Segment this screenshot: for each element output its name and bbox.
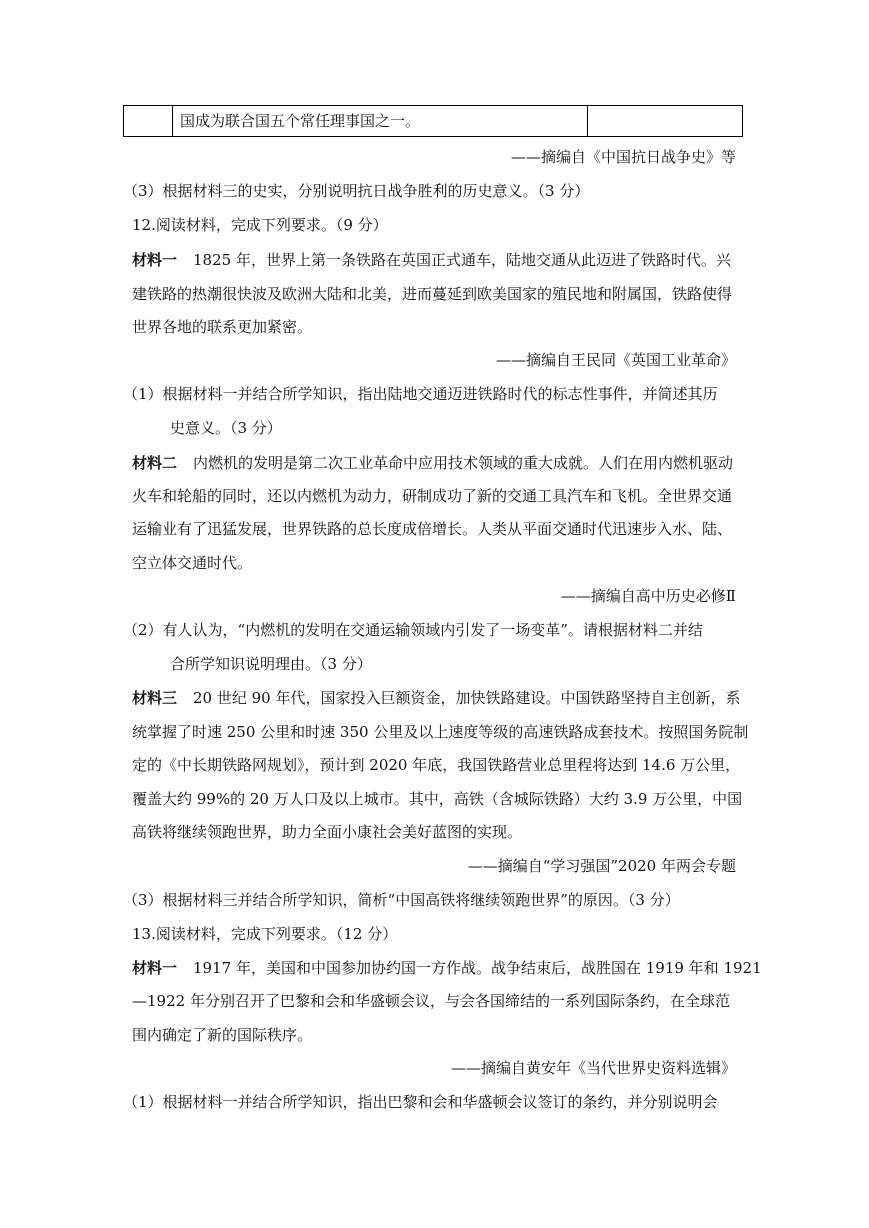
material-text: 建铁路的热潮很快波及欧洲大陆和北美，进而蔓延到欧美国家的殖民地和附属国，铁路使得 bbox=[132, 285, 733, 303]
material-text: 1917 年，美国和中国参加协约国一方作战。战争结束后，战胜国在 1919 年和 1921 bbox=[193, 959, 762, 977]
material-text: —1922 年分别召开了巴黎和会和华盛顿会议，与会各国缔结的一系列国际条约，在全球范 bbox=[132, 992, 730, 1010]
material-label: 材料一 bbox=[132, 251, 178, 269]
material-text: 围内确定了新的国际秩序。 bbox=[132, 1026, 313, 1044]
material-text: 统掌握了时速 250 公里和时速 350 公里及以上速度等级的高速铁路成套技术。按照国务院制 bbox=[132, 723, 749, 741]
question-12-2: （2）有人认为，“内燃机的发明在交通运输领域内引发了一场变革”。请根据材料二并结 bbox=[123, 621, 703, 639]
material-paragraph bbox=[132, 688, 741, 708]
table-cell-empty bbox=[124, 106, 173, 136]
material-text: 1825 年，世界上第一条铁路在英国正式通车，陆地交通从此迈进了铁路时代。兴 bbox=[193, 251, 731, 269]
question-12-heading: 12.阅读材料，完成下列要求。（9 分） bbox=[132, 216, 388, 234]
question-11-3: （3）根据材料三的史实，分别说明抗日战争胜利的历史意义。（3 分） bbox=[123, 182, 590, 200]
source-citation: ——摘编自《中国抗日战争史》等 bbox=[510, 148, 736, 166]
question-13-heading: 13.阅读材料，完成下列要求。（12 分） bbox=[132, 925, 398, 943]
material-text: 空立体交通时代。 bbox=[132, 554, 253, 572]
source-citation: ——摘编自“学习强国”2020 年两会专题 bbox=[467, 857, 736, 875]
question-12-1: （1）根据材料一并结合所学知识，指出陆地交通迈进铁路时代的标志性事件，并简述其历 bbox=[123, 385, 718, 403]
table-cell-text: 国成为联合国五个常任理事国之一。 bbox=[173, 106, 588, 136]
material-label: 材料二 bbox=[132, 454, 178, 472]
question-12-3: （3）根据材料三并结合所学知识，简析“中国高铁将继续领跑世界”的原因。（3 分） bbox=[123, 891, 680, 909]
source-citation: ——摘编自高中历史必修Ⅱ bbox=[560, 587, 736, 605]
material-text: 高铁将继续领跑世界，助力全面小康社会美好蓝图的实现。 bbox=[132, 823, 523, 841]
material-label: 材料三 bbox=[132, 689, 178, 707]
material-text: 覆盖大约 99%的 20 万人口及以上城市。其中，高铁（含城际铁路）大约 3.9 万公里，中国 bbox=[132, 790, 743, 808]
material-label: 材料一 bbox=[132, 959, 178, 977]
question-12-2-cont: 合所学知识说明理由。（3 分） bbox=[170, 655, 372, 673]
table-cell-empty bbox=[588, 106, 742, 136]
material-text: 火车和轮船的同时，还以内燃机为动力，研制成功了新的交通工具汽车和飞机。全世界交通 bbox=[132, 487, 733, 505]
material-text: 内燃机的发明是第二次工业革命中应用技术领域的重大成就。人们在用内燃机驱动 bbox=[193, 454, 734, 472]
question-12-1-cont: 史意义。（3 分） bbox=[170, 419, 282, 437]
material-text: 20 世纪 90 年代，国家投入巨额资金，加快铁路建设。中国铁路坚持自主创新，系 bbox=[193, 689, 741, 707]
question-13-1: （1）根据材料一并结合所学知识，指出巴黎和会和华盛顿会议签订的条约，并分别说明会 bbox=[123, 1093, 718, 1111]
material-text: 运输业有了迅猛发展，世界铁路的总长度成倍增长。人类从平面交通时代迅速步入水、陆、 bbox=[132, 520, 733, 538]
material-paragraph bbox=[132, 453, 733, 473]
source-citation: ——摘编自黄安年《当代世界史资料选辑》 bbox=[450, 1059, 736, 1077]
table-row bbox=[123, 105, 743, 137]
material-paragraph bbox=[132, 958, 762, 978]
material-text: 世界各地的联系更加紧密。 bbox=[132, 318, 313, 336]
material-text: 定的《中长期铁路网规划》，预计到 2020 年底，我国铁路营业总里程将达到 14.6 万公里， bbox=[132, 756, 741, 774]
source-citation: ——摘编自王民同《英国工业革命》 bbox=[495, 351, 736, 369]
material-paragraph bbox=[132, 250, 731, 270]
